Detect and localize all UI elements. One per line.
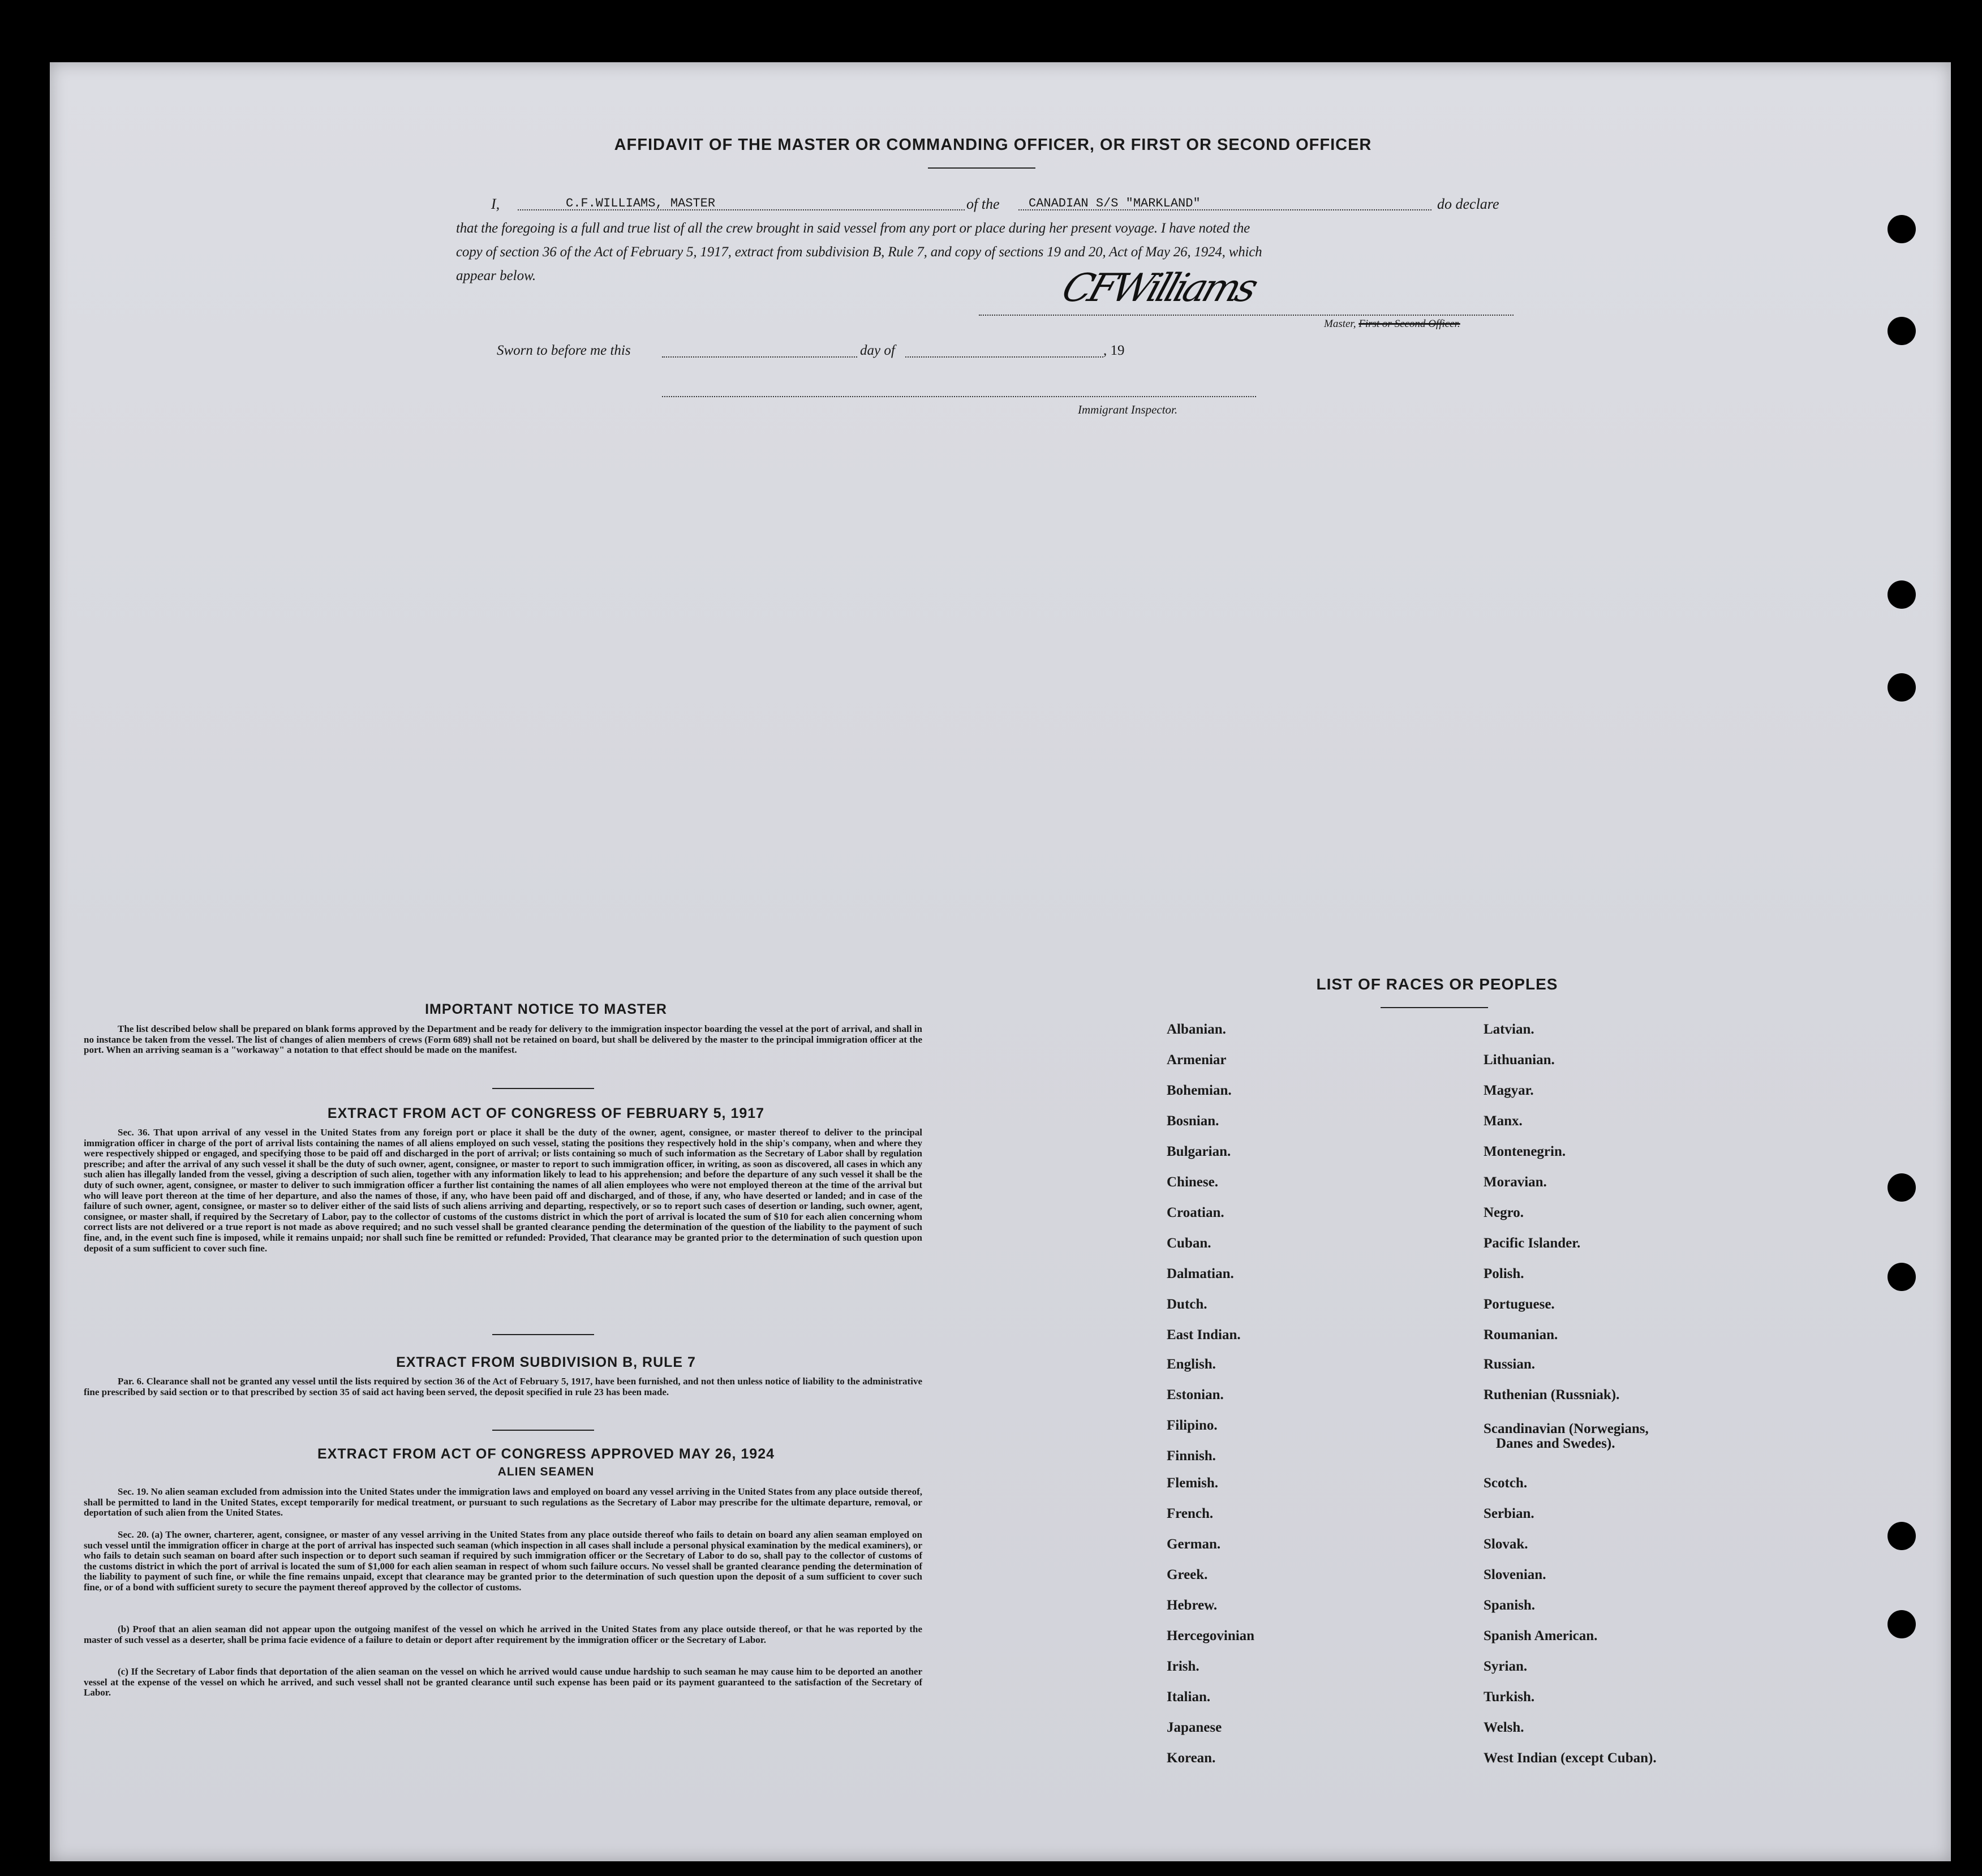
divider: [492, 1088, 594, 1089]
race-item: French.: [1167, 1506, 1214, 1521]
race-item: Italian.: [1167, 1689, 1211, 1705]
race-item: Japanese: [1167, 1720, 1222, 1735]
race-item: Armeniar: [1167, 1052, 1227, 1068]
race-item: Portuguese.: [1484, 1297, 1555, 1312]
day-of-label: day of: [860, 343, 895, 358]
sworn-label: Sworn to before me this: [497, 343, 631, 358]
race-item: Albanian.: [1167, 1022, 1226, 1037]
race-item: Slovak.: [1484, 1537, 1528, 1552]
extract-1917-title: EXTRACT FROM ACT OF CONGRESS OF FEBRUARY 5, 1917: [327, 1105, 765, 1121]
binder-hole: [1888, 1173, 1916, 1202]
race-item: Pacific Islander.: [1484, 1236, 1581, 1251]
race-item: English.: [1167, 1357, 1216, 1372]
year-label: , 19: [1103, 343, 1125, 358]
master-label: [1324, 318, 1460, 330]
race-item: Spanish.: [1484, 1598, 1536, 1613]
race-item: Syrian.: [1484, 1659, 1528, 1674]
rule7-title: EXTRACT FROM SUBDIVISION B, RULE 7: [396, 1354, 696, 1370]
affidavit-line-4: appear below.: [456, 268, 536, 283]
affidavit-line-3: copy of section 36 of the Act of February 5, 1917, extract from subdivision B, Rule 7, and copy of sections 19 and 20, Act of May 26, 1924, which: [456, 244, 1262, 260]
race-item: Magyar.: [1484, 1083, 1534, 1098]
notice-title: IMPORTANT NOTICE TO MASTER: [425, 1001, 667, 1017]
binder-hole: [1888, 1610, 1916, 1638]
inspector-label: Immigrant Inspector.: [1078, 403, 1178, 416]
race-item: Spanish American.: [1484, 1628, 1598, 1643]
inspector-line: [662, 396, 1256, 397]
divider: [492, 1334, 594, 1335]
sworn-month-line: [905, 356, 1103, 358]
binder-hole: [1888, 1522, 1916, 1550]
notice-text: The list described below shall be prepared on blank forms approved by the Department and be ready for delivery to the immigration inspector boarding the vessel at the port of arrival, and shall in no instance be taken from the vessel. The list of changes of alien members of crews (Form 689) shall not be retained on board, but shall be delivered by the master to the principal immigration officer at the port. When an arriving seaman is a "workaway" a notation to that effect should be made on the manifest.: [84, 1023, 922, 1056]
master-label-text: Master,: [1324, 318, 1356, 330]
race-item: Bulgarian.: [1167, 1144, 1231, 1159]
divider: [492, 1430, 594, 1431]
race-item: Cuban.: [1167, 1236, 1211, 1251]
race-item: Turkish.: [1484, 1689, 1535, 1705]
sec19-text: Sec. 19. No alien seaman excluded from admission into the United States under the immigration laws and employed on board any vessel arriving in the United States from any place outside thereof, shall be permitted to land in the United States, except temporarily for medical treatment, or pursuant to such regulations as the Secretary of Labor may prescribe for the ultimate departure, removal, or deportation of such alien from the United States.: [84, 1486, 922, 1518]
affidavit-title: AFFIDAVIT OF THE MASTER OR COMMANDING OFFICER, OR FIRST OR SECOND OFFICER: [614, 136, 1372, 154]
race-item: Flemish.: [1167, 1475, 1218, 1491]
race-item: Scandinavian (Norwegians,: [1484, 1421, 1649, 1436]
race-item: Bosnian.: [1167, 1113, 1219, 1129]
race-item: Korean.: [1167, 1750, 1216, 1766]
race-item: Greek.: [1167, 1567, 1208, 1582]
sec20a-text: Sec. 20. (a) The owner, charterer, agent, consignee, or master of any vessel arriving in the United States from any place outside thereof who fails to detain on board any alien seaman employed on such vessel until the immigration officer in charge at the port of arrival has inspected such seaman (which inspection in all cases shall include a personal physical examination by the medical examiners), or who fails to detain such seaman on board after such inspection or to deport such seaman if required by such immigration officer or the Secretary of Labor to do so, shall pay to the collector of customs of the customs district in which the port of arrival is located the sum of $1,000 for each alien seaman in respect of whom such failure occurs. No vessel shall be granted clearance pending the determination of the liability to payment of such fine, or while the fine remains unpaid, except that clearance may be granted prior to the determination of such question upon the deposit of a sum sufficient to cover such fine, or of a bond with sufficient surety to secure the payment thereof approved by the collector of customs.: [84, 1529, 922, 1593]
race-item: Polish.: [1484, 1266, 1524, 1281]
race-item: Irish.: [1167, 1659, 1199, 1674]
race-item: Welsh.: [1484, 1720, 1524, 1735]
binder-hole: [1888, 1263, 1916, 1291]
race-item: Dalmatian.: [1167, 1266, 1234, 1281]
race-item: West Indian (except Cuban).: [1484, 1750, 1657, 1766]
binder-hole: [1888, 673, 1916, 702]
do-declare-label: do declare: [1437, 196, 1499, 212]
race-item: Dutch.: [1167, 1297, 1207, 1312]
affidavit-i: I,: [491, 196, 500, 212]
race-item: Estonian.: [1167, 1387, 1224, 1402]
race-item: Negro.: [1484, 1205, 1524, 1220]
race-item: Manx.: [1484, 1113, 1523, 1129]
sec20c-text: (c) If the Secretary of Labor finds that deportation of the alien seaman on the vessel on which he arrived would cause undue hardship to such seaman he may cause him to be deported an another vessel at the expense of the vessel on which he arrived, and such vessel shall not be granted clearance until such expense has been paid or its payment guaranteed to the satisfaction of the Secretary of Labor.: [84, 1666, 922, 1698]
race-item: Roumanian.: [1484, 1327, 1558, 1343]
race-item: Hebrew.: [1167, 1598, 1218, 1613]
race-item: Filipino.: [1167, 1418, 1218, 1433]
race-item: Chinese.: [1167, 1174, 1218, 1190]
signature: CFWilliams: [1056, 266, 1261, 311]
race-item: Bohemian.: [1167, 1083, 1232, 1098]
extract-1917-text: Sec. 36. That upon arrival of any vessel in the United States from any foreign port or place it shall be the duty of the owner, agent, consignee, or master thereof to deliver to the principal immigration officer in charge of the port of arrival lists containing the names of all aliens employed on such vessel, stating the positions they respectively hold in the ship's company, when and where they were respectively shipped or engaged, and specifying those to be paid off and discharged in the port of arrival; or lists containing so much of such information as the Secretary of Labor shall by regulation prescribe; and after the arrival of any such vessel it shall be the duty of such owner, agent, consignee, or master to report to such immigration officer, in writing, as soon as discovered, all cases in which any such alien has illegally landed from the vessel, giving a description of such alien, together with any information likely to lead to his apprehension; and before the departure of any such vessel it shall be the duty of such owner, agent, consignee, or master to deliver to such immigration officer a further list containing the names of all alien employees who were not employed thereon at the time of the arrival but who will leave port thereon at the time of her departure, and also the names of those, if any, who have been paid off and discharged, and of those, if any, who have deserted or landed; and in case of the failure of such owner, agent, consignee, or master so to deliver either of the said lists of such aliens arriving and departing, respectively, or so to report such cases of desertion or landing, such owner, agent, consignee, or master shall, if required by the Secretary of Labor, pay to the collector of customs of the customs district in which the port of arrival is located the sum of $10 for each alien concerning whom correct lists are not delivered or a true report is not made as above required; and no such vessel shall be granted clearance pending the determination of the question of the liability to the payment of such fine, and, in the event such fine is imposed, while it remains unpaid; nor shall such fine be remitted or refunded: Provided, That clearance may be granted prior to the determination of such question upon deposit of a sum sufficient to cover such fine.: [84, 1127, 922, 1254]
binder-hole: [1888, 215, 1916, 243]
race-item: Lithuanian.: [1484, 1052, 1555, 1068]
master-name-value: C.F.WILLIAMS, MASTER: [566, 196, 716, 210]
race-item: Finnish.: [1167, 1448, 1216, 1464]
affidavit-line-2: that the foregoing is a full and true list of all the crew brought in said vessel from any port or place during her present voyage. I have noted the: [456, 221, 1250, 236]
race-item: Croatian.: [1167, 1205, 1224, 1220]
race-item: Moravian.: [1484, 1174, 1547, 1190]
races-title-underline: [1381, 1007, 1488, 1008]
binder-hole: [1888, 317, 1916, 345]
of-the-label: of the: [966, 196, 1000, 212]
race-item: Danes and Swedes).: [1496, 1436, 1615, 1451]
title-underline: [928, 167, 1035, 169]
races-title: LIST OF RACES OR PEOPLES: [1316, 975, 1558, 993]
race-item: East Indian.: [1167, 1327, 1241, 1343]
race-item: Scotch.: [1484, 1475, 1528, 1491]
extract-1924-title: EXTRACT FROM ACT OF CONGRESS APPROVED MAY 26, 1924: [317, 1446, 775, 1462]
race-item: German.: [1167, 1537, 1221, 1552]
rule7-text: Par. 6. Clearance shall not be granted any vessel until the lists required by section 36 of the Act of February 5, 1917, have been furnished, and not then unless notice of liability to the administrative fine prescribed by said section or to that prescribed by section 35 of said act having been served, the deposit specified in rule 23 has been made.: [84, 1376, 922, 1397]
race-item: Ruthenian (Russniak).: [1484, 1387, 1620, 1402]
race-item: Latvian.: [1484, 1022, 1534, 1037]
sworn-day-line: [662, 356, 857, 358]
race-item: Serbian.: [1484, 1506, 1534, 1521]
race-item: Hercegovinian: [1167, 1628, 1255, 1643]
vessel-value: CANADIAN S/S "MARKLAND": [1029, 196, 1201, 210]
race-item: Russian.: [1484, 1357, 1536, 1372]
struck-officer-label: First or Second Officer.: [1358, 318, 1460, 330]
race-item: Montenegrin.: [1484, 1144, 1566, 1159]
race-item: Slovenian.: [1484, 1567, 1546, 1582]
binder-hole: [1888, 580, 1916, 609]
signature-line: [979, 315, 1514, 316]
alien-seamen-subtitle: ALIEN SEAMEN: [497, 1465, 595, 1478]
sec20b-text: (b) Proof that an alien seaman did not appear upon the outgoing manifest of the vessel on which he arrived in the United States from any place outside thereof, or that he was reported by the master of such vessel as a deserter, shall be prima facie evidence of a failure to detain or deport after requirement by the immigration officer or the Secretary of Labor.: [84, 1624, 922, 1645]
